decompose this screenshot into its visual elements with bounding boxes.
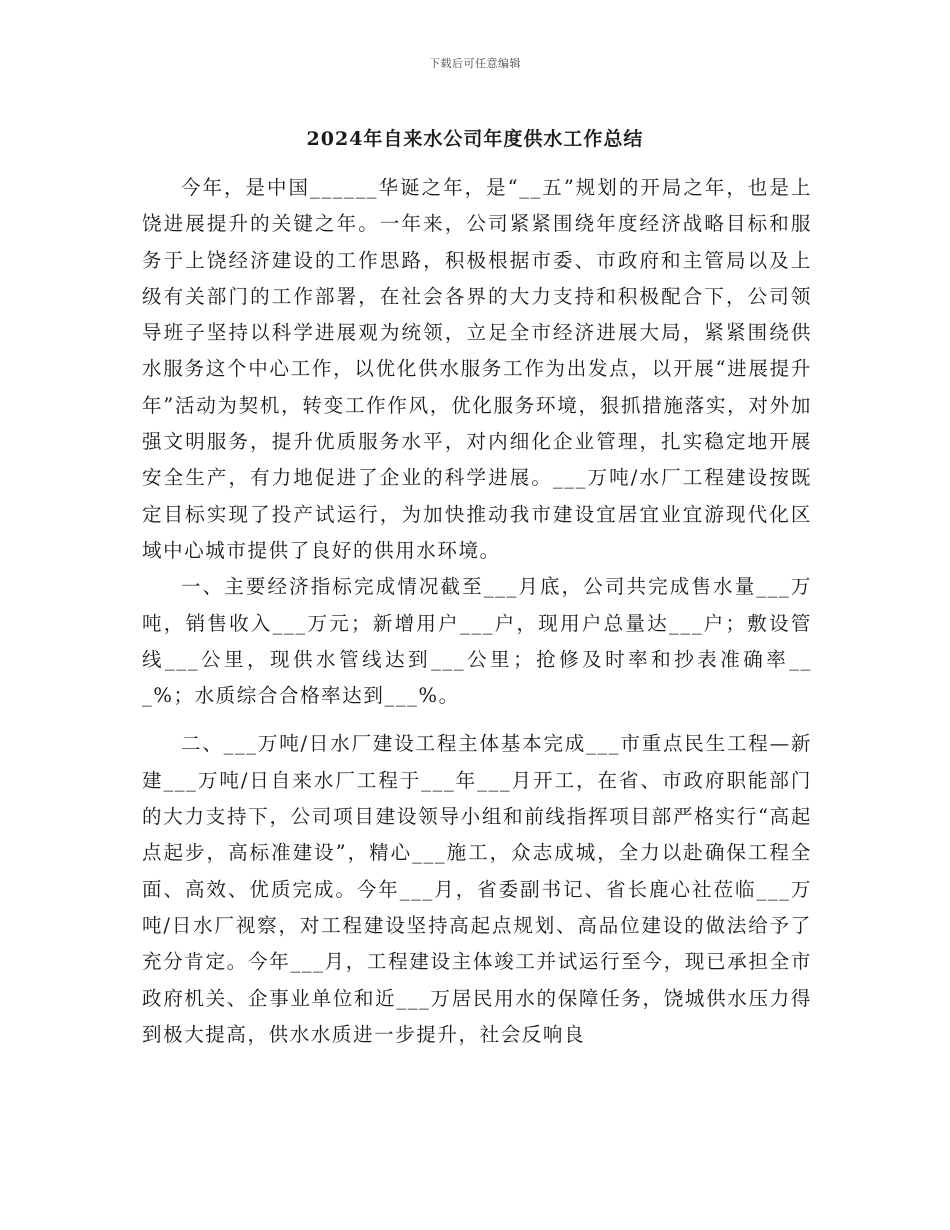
paragraph-economic-indicators: 一、主要经济指标完成情况截至___月底，公司共完成售水量___万吨，销售收入___万元；新增用户___户，现用户总量达___户；敷设管线___公里，现供水管线达到___公里；抢修及时率和抄表准确率___%；水质综合合格率达到___%。 <box>142 575 812 708</box>
paragraph-water-plant-construction: 二、___万吨/日水厂建设工程主体基本完成___市重点民生工程—新建___万吨/日自来水厂工程于___年___月开工，在省、市政府职能部门的大力支持下，公司项目建设领导小组和前线指挥项目部严格实行“高起点起步，高标准建设”，精心___施工，众志成城，全力以赴确保工程全面、高效、优质完成。今年___月，省委副书记、省长鹿心社莅临___万吨/日水厂视察，对工程建设坚持高起点规划、高品位建设的做法给予了充分肯定。今年___月，工程建设主体竣工并试运行至今，现已承担全市政府机关、企事业单位和近___万居民用水的保障任务，饶城供水压力得到极大提高，供水水质进一步提升，社会反响良 <box>142 732 812 1046</box>
document-body <box>142 170 812 1053</box>
document-title: 2024年自来水公司年度供水工作总结 <box>306 128 644 150</box>
header-note: 下载后可任意编辑 <box>429 57 521 70</box>
paragraph-intro: 今年，是中国______华诞之年，是“__五”规划的开局之年，也是上饶进展提升的关键之年。一年来，公司紧紧围绕年度经济战略目标和服务于上饶经济建设的工作思路，积极根据市委、市政府和主管局以及上级有关部门的工作部署，在社会各界的大力支持和积极配合下，公司领导班子坚持以科学进展观为统领，立足全市经济进展大局，紧紧围绕供水服务这个中心工作，以优化供水服务工作为出发点，以开展“进展提升年”活动为契机，转变工作作风，优化服务环境，狠抓措施落实，对外加强文明服务，提升优质服务水平，对内细化企业管理，扎实稳定地开展安全生产，有力地促进了企业的科学进展。___万吨/水厂工程建设按既定目标实现了投产试运行，为加快推动我市建设宜居宜业宜游现代化区域中心城市提供了良好的供用水环境。 <box>142 176 812 562</box>
